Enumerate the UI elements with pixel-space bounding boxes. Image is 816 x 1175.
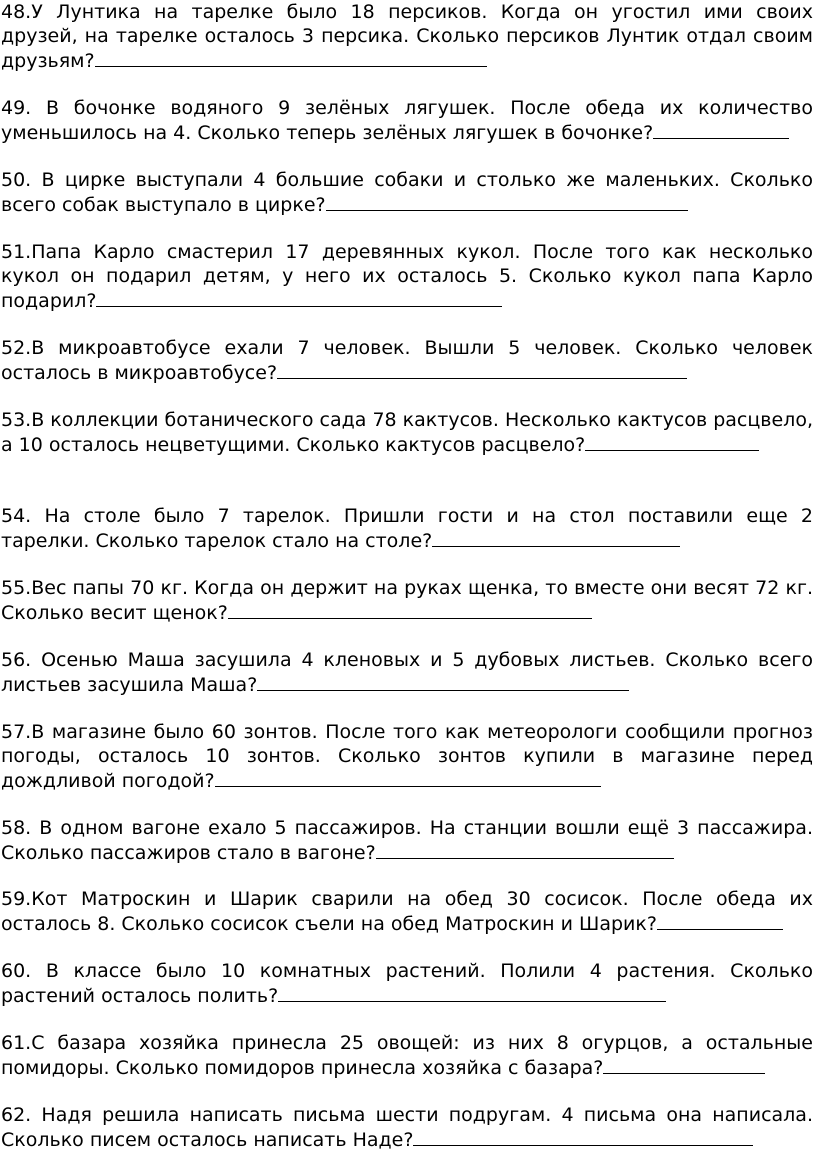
answer-line-59[interactable] bbox=[657, 911, 783, 930]
problem-56 bbox=[1, 648, 813, 697]
answer-line-54[interactable] bbox=[432, 528, 680, 547]
problem-49-text: 49. В бочонке водяного 9 зелёных лягушек. После обеда их количество уменьшилось на 4. Сколько теперь зелёных лягушек в бочонке? bbox=[1, 97, 813, 144]
answer-line-62[interactable] bbox=[413, 1127, 753, 1146]
problem-61-text: 61.С базара хозяйка принесла 25 овощей: из них 8 огурцов, а остальные помидоры. Сколько помидоров принесла хозяйка с базара? bbox=[1, 1032, 813, 1079]
problem-55 bbox=[1, 576, 813, 625]
problem-60 bbox=[1, 959, 813, 1008]
problem-57 bbox=[1, 720, 813, 793]
answer-line-57[interactable] bbox=[215, 768, 601, 787]
problem-61 bbox=[1, 1031, 813, 1080]
problem-51-text: 51.Папа Карло смастерил 17 деревянных кукол. После того как несколько кукол он подарил детям, у него их осталось 5. Сколько кукол папа Карло подарил? bbox=[1, 241, 813, 312]
problem-53 bbox=[1, 408, 813, 457]
problem-50-text: 50. В цирке выступали 4 большие собаки и столько же маленьких. Сколько всего собак выступало в цирке? bbox=[1, 169, 813, 216]
problem-54-text: 54. На столе было 7 тарелок. Пришли гости и на стол поставили еще 2 тарелки. Сколько тарелок стало на столе? bbox=[1, 505, 813, 552]
problem-59 bbox=[1, 887, 813, 936]
problem-53-text: 53.В коллекции ботанического сада 78 кактусов. Несколько кактусов расцвело, а 10 осталось нецветущими. Сколько кактусов расцвело? bbox=[1, 409, 813, 456]
problem-52-text: 52.В микроавтобусе ехали 7 человек. Вышли 5 человек. Сколько человек осталось в микроавтобусе? bbox=[1, 337, 813, 384]
answer-line-58[interactable] bbox=[376, 840, 674, 859]
problem-57-text: 57.В магазине было 60 зонтов. После того как метеорологи сообщили прогноз погоды, осталось 10 зонтов. Сколько зонтов купили в магазине перед дождливой погодой? bbox=[1, 721, 813, 792]
problem-60-text: 60. В классе было 10 комнатных растений. Полили 4 растения. Сколько растений осталось полить? bbox=[1, 960, 813, 1007]
problem-49 bbox=[1, 96, 813, 145]
problem-58 bbox=[1, 816, 813, 865]
problem-55-text: 55.Вес папы 70 кг. Когда он держит на руках щенка, то вместе они весят 72 кг. Сколько весит щенок? bbox=[1, 577, 813, 624]
problem-52 bbox=[1, 336, 813, 385]
answer-line-50[interactable] bbox=[326, 192, 688, 211]
answer-line-61[interactable] bbox=[603, 1055, 765, 1074]
problem-51 bbox=[1, 240, 813, 313]
problem-59-text: 59.Кот Матроскин и Шарик сварили на обед 30 сосисок. После обеда их осталось 8. Сколько сосисок съели на обед Матроскин и Шарик? bbox=[1, 888, 813, 935]
problem-54 bbox=[1, 504, 813, 553]
answer-line-53[interactable] bbox=[585, 432, 759, 451]
problem-58-text: 58. В одном вагоне ехало 5 пассажиров. На станции вошли ещё 3 пассажира. Сколько пассажиров стало в вагоне? bbox=[1, 817, 813, 864]
problem-48 bbox=[1, 0, 813, 73]
problem-56-text: 56. Осенью Маша засушила 4 кленовых и 5 дубовых листьев. Сколько всего листьев засушила Маша? bbox=[1, 649, 813, 696]
answer-line-60[interactable] bbox=[278, 983, 666, 1002]
answer-line-52[interactable] bbox=[277, 360, 687, 379]
problem-62 bbox=[1, 1103, 813, 1152]
answer-line-49[interactable] bbox=[653, 120, 789, 139]
answer-line-48[interactable] bbox=[95, 48, 487, 67]
answer-line-56[interactable] bbox=[257, 672, 629, 691]
problem-50 bbox=[1, 168, 813, 217]
answer-line-55[interactable] bbox=[228, 600, 592, 619]
answer-line-51[interactable] bbox=[96, 288, 502, 307]
problem-48-text: 48.У Лунтика на тарелке было 18 персиков. Когда он угостил ими своих друзей, на тарелке осталось 3 персика. Сколько персиков Лунтик отдал своим друзьям? bbox=[1, 1, 813, 72]
problem-62-text: 62. Надя решила написать письма шести подругам. 4 письма она написала. Сколько писем осталось написать Наде? bbox=[1, 1104, 813, 1151]
